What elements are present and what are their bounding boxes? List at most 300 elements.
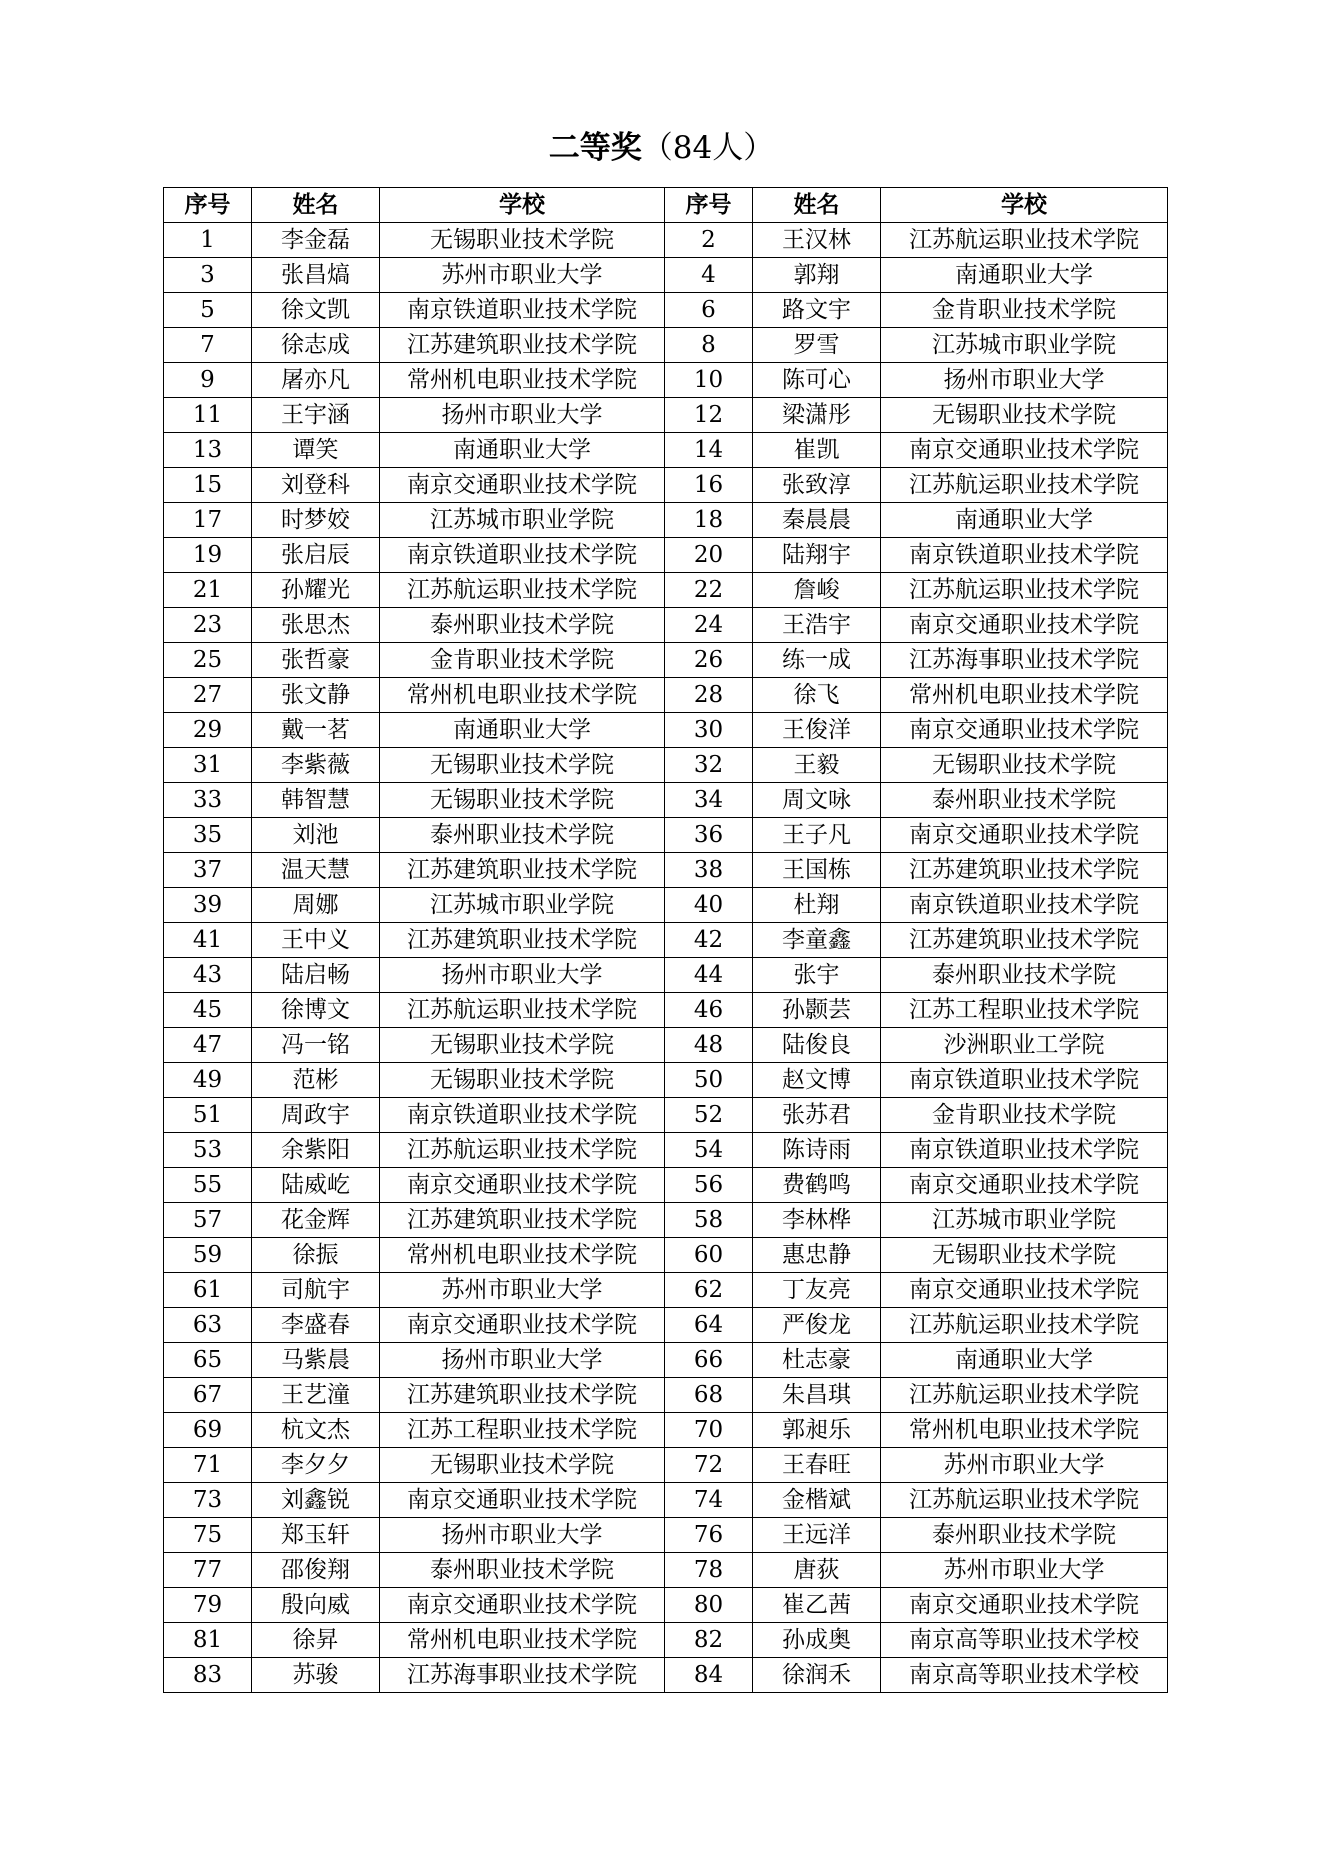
cell-school: 南京交通职业技术学院 [380,1483,665,1518]
cell-no: 45 [164,993,252,1028]
cell-school: 无锡职业技术学院 [380,783,665,818]
cell-school: 南京交通职业技术学院 [380,1168,665,1203]
cell-no: 82 [665,1623,753,1658]
cell-name: 徐博文 [252,993,380,1028]
cell-no: 4 [665,258,753,293]
cell-name: 范彬 [252,1063,380,1098]
cell-school: 金肯职业技术学院 [881,293,1168,328]
cell-school: 苏州市职业大学 [881,1553,1168,1588]
cell-name: 苏骏 [252,1658,380,1693]
cell-name: 杜翔 [753,888,881,923]
cell-no: 76 [665,1518,753,1553]
cell-no: 32 [665,748,753,783]
cell-no: 28 [665,678,753,713]
cell-school: 扬州市职业大学 [881,363,1168,398]
table-row [164,293,1168,328]
cell-name: 谭笑 [252,433,380,468]
table-row [164,1098,1168,1133]
header-name: 姓名 [252,188,380,223]
cell-school: 南京交通职业技术学院 [881,818,1168,853]
cell-name: 陈诗雨 [753,1133,881,1168]
cell-name: 王毅 [753,748,881,783]
cell-no: 75 [164,1518,252,1553]
cell-school: 扬州市职业大学 [380,1518,665,1553]
cell-name: 惠忠静 [753,1238,881,1273]
cell-name: 孙颢芸 [753,993,881,1028]
table-row [164,1413,1168,1448]
cell-name: 唐荻 [753,1553,881,1588]
cell-no: 34 [665,783,753,818]
cell-school: 常州机电职业技术学院 [380,363,665,398]
cell-no: 33 [164,783,252,818]
cell-school: 南京铁道职业技术学院 [881,1133,1168,1168]
cell-name: 徐飞 [753,678,881,713]
cell-no: 3 [164,258,252,293]
header-no: 序号 [164,188,252,223]
cell-school: 泰州职业技术学院 [380,818,665,853]
table-row [164,258,1168,293]
cell-no: 44 [665,958,753,993]
cell-no: 37 [164,853,252,888]
cell-school: 南京铁道职业技术学院 [881,1063,1168,1098]
cell-name: 张昌熇 [252,258,380,293]
cell-name: 陆翔宇 [753,538,881,573]
cell-name: 张哲豪 [252,643,380,678]
cell-no: 10 [665,363,753,398]
cell-school: 无锡职业技术学院 [380,1448,665,1483]
cell-no: 39 [164,888,252,923]
cell-no: 65 [164,1343,252,1378]
cell-school: 沙洲职业工学院 [881,1028,1168,1063]
cell-school: 扬州市职业大学 [380,398,665,433]
cell-no: 38 [665,853,753,888]
cell-name: 王汉林 [753,223,881,258]
table-row [164,1518,1168,1553]
cell-name: 余紫阳 [252,1133,380,1168]
cell-name: 温天慧 [252,853,380,888]
winners-table [163,187,1168,1693]
cell-name: 周政宇 [252,1098,380,1133]
cell-no: 54 [665,1133,753,1168]
cell-no: 15 [164,468,252,503]
cell-name: 李林桦 [753,1203,881,1238]
cell-name: 陆威屹 [252,1168,380,1203]
cell-name: 丁友亮 [753,1273,881,1308]
cell-no: 71 [164,1448,252,1483]
cell-school: 苏州市职业大学 [881,1448,1168,1483]
cell-no: 14 [665,433,753,468]
cell-school: 常州机电职业技术学院 [380,1623,665,1658]
cell-no: 43 [164,958,252,993]
cell-no: 9 [164,363,252,398]
cell-school: 江苏航运职业技术学院 [881,1378,1168,1413]
table-row [164,363,1168,398]
cell-school: 南京高等职业技术学校 [881,1658,1168,1693]
cell-no: 50 [665,1063,753,1098]
table-row [164,1658,1168,1693]
cell-school: 无锡职业技术学院 [881,1238,1168,1273]
header-name: 姓名 [753,188,881,223]
cell-no: 58 [665,1203,753,1238]
cell-school: 江苏建筑职业技术学院 [380,923,665,958]
table-header-row [164,188,1168,223]
cell-no: 2 [665,223,753,258]
cell-school: 南京交通职业技术学院 [881,713,1168,748]
table-row [164,1378,1168,1413]
cell-school: 江苏航运职业技术学院 [881,468,1168,503]
cell-no: 24 [665,608,753,643]
cell-no: 5 [164,293,252,328]
cell-no: 79 [164,1588,252,1623]
cell-name: 詹峻 [753,573,881,608]
table-row [164,923,1168,958]
cell-no: 72 [665,1448,753,1483]
table-row [164,1623,1168,1658]
cell-name: 李夕夕 [252,1448,380,1483]
cell-no: 17 [164,503,252,538]
cell-school: 泰州职业技术学院 [881,783,1168,818]
cell-school: 江苏建筑职业技术学院 [881,923,1168,958]
cell-name: 王俊洋 [753,713,881,748]
cell-no: 31 [164,748,252,783]
table-row [164,1063,1168,1098]
cell-no: 62 [665,1273,753,1308]
cell-school: 泰州职业技术学院 [380,608,665,643]
cell-school: 南通职业大学 [380,713,665,748]
cell-no: 21 [164,573,252,608]
cell-no: 67 [164,1378,252,1413]
table-row [164,783,1168,818]
cell-name: 路文宇 [753,293,881,328]
cell-name: 马紫晨 [252,1343,380,1378]
table-row [164,1343,1168,1378]
cell-name: 金楷斌 [753,1483,881,1518]
cell-name: 殷向威 [252,1588,380,1623]
cell-name: 张思杰 [252,608,380,643]
cell-name: 王浩宇 [753,608,881,643]
cell-name: 陈可心 [753,363,881,398]
cell-no: 63 [164,1308,252,1343]
cell-name: 王宇涵 [252,398,380,433]
award-level: 二等奖 [548,130,642,166]
cell-no: 22 [665,573,753,608]
cell-no: 25 [164,643,252,678]
table-row [164,328,1168,363]
cell-name: 王远洋 [753,1518,881,1553]
cell-no: 30 [665,713,753,748]
cell-school: 南京交通职业技术学院 [881,433,1168,468]
cell-no: 26 [665,643,753,678]
cell-no: 81 [164,1623,252,1658]
cell-school: 南通职业大学 [881,258,1168,293]
cell-school: 南京交通职业技术学院 [380,468,665,503]
cell-school: 常州机电职业技术学院 [380,678,665,713]
header-no: 序号 [665,188,753,223]
cell-no: 18 [665,503,753,538]
cell-name: 张苏君 [753,1098,881,1133]
cell-school: 江苏城市职业学院 [380,503,665,538]
cell-school: 无锡职业技术学院 [380,748,665,783]
cell-school: 南京高等职业技术学校 [881,1623,1168,1658]
cell-no: 49 [164,1063,252,1098]
cell-school: 南通职业大学 [380,433,665,468]
cell-name: 王中义 [252,923,380,958]
cell-no: 70 [665,1413,753,1448]
table-row [164,1168,1168,1203]
cell-name: 周娜 [252,888,380,923]
cell-no: 6 [665,293,753,328]
table-row [164,748,1168,783]
cell-name: 王春旺 [753,1448,881,1483]
cell-school: 江苏海事职业技术学院 [881,643,1168,678]
cell-name: 张文静 [252,678,380,713]
cell-name: 王艺潼 [252,1378,380,1413]
cell-name: 司航宇 [252,1273,380,1308]
table-row [164,818,1168,853]
cell-school: 南通职业大学 [881,1343,1168,1378]
cell-name: 罗雪 [753,328,881,363]
cell-name: 郑玉轩 [252,1518,380,1553]
cell-name: 李童鑫 [753,923,881,958]
cell-no: 53 [164,1133,252,1168]
cell-school: 常州机电职业技术学院 [881,678,1168,713]
cell-name: 时梦姣 [252,503,380,538]
cell-school: 扬州市职业大学 [380,958,665,993]
cell-name: 戴一茗 [252,713,380,748]
cell-no: 27 [164,678,252,713]
cell-name: 郭翔 [753,258,881,293]
cell-name: 朱昌琪 [753,1378,881,1413]
cell-school: 无锡职业技术学院 [881,398,1168,433]
cell-school: 南京交通职业技术学院 [881,608,1168,643]
cell-school: 南京铁道职业技术学院 [380,1098,665,1133]
cell-no: 77 [164,1553,252,1588]
cell-school: 南京铁道职业技术学院 [881,888,1168,923]
page-title [0,128,1323,168]
cell-name: 李金磊 [252,223,380,258]
award-count: （84人） [641,130,775,166]
cell-school: 江苏城市职业学院 [881,1203,1168,1238]
cell-name: 张宇 [753,958,881,993]
header-school: 学校 [881,188,1168,223]
table-row [164,1308,1168,1343]
cell-school: 江苏工程职业技术学院 [380,1413,665,1448]
cell-no: 56 [665,1168,753,1203]
cell-no: 12 [665,398,753,433]
cell-school: 江苏建筑职业技术学院 [380,328,665,363]
cell-school: 江苏航运职业技术学院 [881,223,1168,258]
cell-no: 36 [665,818,753,853]
cell-no: 51 [164,1098,252,1133]
cell-no: 29 [164,713,252,748]
cell-no: 19 [164,538,252,573]
cell-school: 江苏航运职业技术学院 [380,1133,665,1168]
cell-school: 扬州市职业大学 [380,1343,665,1378]
cell-no: 84 [665,1658,753,1693]
cell-name: 费鹤鸣 [753,1168,881,1203]
cell-no: 78 [665,1553,753,1588]
cell-school: 江苏建筑职业技术学院 [380,1378,665,1413]
table-row [164,678,1168,713]
cell-name: 李紫薇 [252,748,380,783]
cell-no: 69 [164,1413,252,1448]
cell-name: 崔凯 [753,433,881,468]
cell-name: 严俊龙 [753,1308,881,1343]
cell-no: 46 [665,993,753,1028]
cell-name: 张启辰 [252,538,380,573]
cell-name: 李盛春 [252,1308,380,1343]
table-row [164,1483,1168,1518]
cell-name: 杜志豪 [753,1343,881,1378]
cell-name: 周文咏 [753,783,881,818]
cell-no: 7 [164,328,252,363]
cell-no: 47 [164,1028,252,1063]
cell-school: 泰州职业技术学院 [380,1553,665,1588]
cell-school: 南京交通职业技术学院 [380,1308,665,1343]
table-row [164,1588,1168,1623]
cell-no: 42 [665,923,753,958]
cell-no: 35 [164,818,252,853]
cell-school: 无锡职业技术学院 [380,1028,665,1063]
cell-name: 徐文凯 [252,293,380,328]
cell-school: 江苏航运职业技术学院 [881,573,1168,608]
cell-school: 无锡职业技术学院 [881,748,1168,783]
cell-school: 泰州职业技术学院 [881,1518,1168,1553]
cell-name: 韩智慧 [252,783,380,818]
cell-school: 常州机电职业技术学院 [380,1238,665,1273]
cell-school: 江苏海事职业技术学院 [380,1658,665,1693]
cell-name: 徐润禾 [753,1658,881,1693]
table-row [164,433,1168,468]
cell-name: 秦晨晨 [753,503,881,538]
cell-name: 刘登科 [252,468,380,503]
table-row [164,1133,1168,1168]
table-row [164,958,1168,993]
cell-no: 60 [665,1238,753,1273]
cell-no: 68 [665,1378,753,1413]
table-row [164,1553,1168,1588]
cell-no: 13 [164,433,252,468]
cell-no: 40 [665,888,753,923]
cell-name: 杭文杰 [252,1413,380,1448]
cell-school: 无锡职业技术学院 [380,1063,665,1098]
cell-school: 泰州职业技术学院 [881,958,1168,993]
cell-no: 16 [665,468,753,503]
cell-no: 48 [665,1028,753,1063]
cell-name: 冯一铭 [252,1028,380,1063]
cell-name: 花金辉 [252,1203,380,1238]
cell-school: 南京交通职业技术学院 [380,1588,665,1623]
cell-no: 73 [164,1483,252,1518]
cell-no: 41 [164,923,252,958]
table-row [164,1273,1168,1308]
cell-no: 57 [164,1203,252,1238]
cell-name: 陆启畅 [252,958,380,993]
table-row [164,398,1168,433]
table-row [164,1203,1168,1238]
table-row [164,1448,1168,1483]
cell-no: 11 [164,398,252,433]
table-row [164,223,1168,258]
cell-name: 徐振 [252,1238,380,1273]
cell-no: 20 [665,538,753,573]
table-row [164,1028,1168,1063]
cell-no: 1 [164,223,252,258]
cell-school: 江苏工程职业技术学院 [881,993,1168,1028]
cell-name: 张致淳 [753,468,881,503]
cell-school: 南京铁道职业技术学院 [380,293,665,328]
cell-name: 屠亦凡 [252,363,380,398]
table-row [164,608,1168,643]
table-row [164,888,1168,923]
cell-no: 59 [164,1238,252,1273]
table-row [164,538,1168,573]
cell-school: 江苏航运职业技术学院 [881,1308,1168,1343]
cell-no: 80 [665,1588,753,1623]
table-row [164,503,1168,538]
cell-name: 王子凡 [753,818,881,853]
cell-school: 金肯职业技术学院 [881,1098,1168,1133]
cell-school: 无锡职业技术学院 [380,223,665,258]
cell-name: 陆俊良 [753,1028,881,1063]
cell-name: 赵文博 [753,1063,881,1098]
cell-name: 刘池 [252,818,380,853]
cell-school: 江苏建筑职业技术学院 [881,853,1168,888]
cell-name: 徐志成 [252,328,380,363]
cell-no: 64 [665,1308,753,1343]
cell-name: 崔乙茜 [753,1588,881,1623]
cell-no: 8 [665,328,753,363]
cell-name: 孙耀光 [252,573,380,608]
cell-no: 83 [164,1658,252,1693]
cell-no: 23 [164,608,252,643]
cell-name: 梁潇彤 [753,398,881,433]
cell-no: 55 [164,1168,252,1203]
cell-school: 南京交通职业技术学院 [881,1168,1168,1203]
cell-name: 王国栋 [753,853,881,888]
cell-no: 61 [164,1273,252,1308]
table-row [164,573,1168,608]
cell-name: 郭昶乐 [753,1413,881,1448]
cell-name: 孙成奥 [753,1623,881,1658]
cell-school: 江苏城市职业学院 [380,888,665,923]
cell-school: 常州机电职业技术学院 [881,1413,1168,1448]
cell-school: 南通职业大学 [881,503,1168,538]
cell-school: 江苏建筑职业技术学院 [380,853,665,888]
cell-name: 练一成 [753,643,881,678]
cell-no: 52 [665,1098,753,1133]
cell-school: 苏州市职业大学 [380,1273,665,1308]
cell-school: 金肯职业技术学院 [380,643,665,678]
cell-school: 南京交通职业技术学院 [881,1588,1168,1623]
table-row [164,713,1168,748]
table-row [164,1238,1168,1273]
table-row [164,643,1168,678]
cell-school: 江苏航运职业技术学院 [380,573,665,608]
table-row [164,993,1168,1028]
cell-school: 南京铁道职业技术学院 [380,538,665,573]
cell-school: 苏州市职业大学 [380,258,665,293]
cell-name: 邵俊翔 [252,1553,380,1588]
cell-no: 74 [665,1483,753,1518]
cell-school: 江苏城市职业学院 [881,328,1168,363]
cell-school: 江苏航运职业技术学院 [881,1483,1168,1518]
cell-school: 南京铁道职业技术学院 [881,538,1168,573]
cell-school: 江苏建筑职业技术学院 [380,1203,665,1238]
cell-name: 刘鑫锐 [252,1483,380,1518]
cell-name: 徐昇 [252,1623,380,1658]
cell-school: 南京交通职业技术学院 [881,1273,1168,1308]
